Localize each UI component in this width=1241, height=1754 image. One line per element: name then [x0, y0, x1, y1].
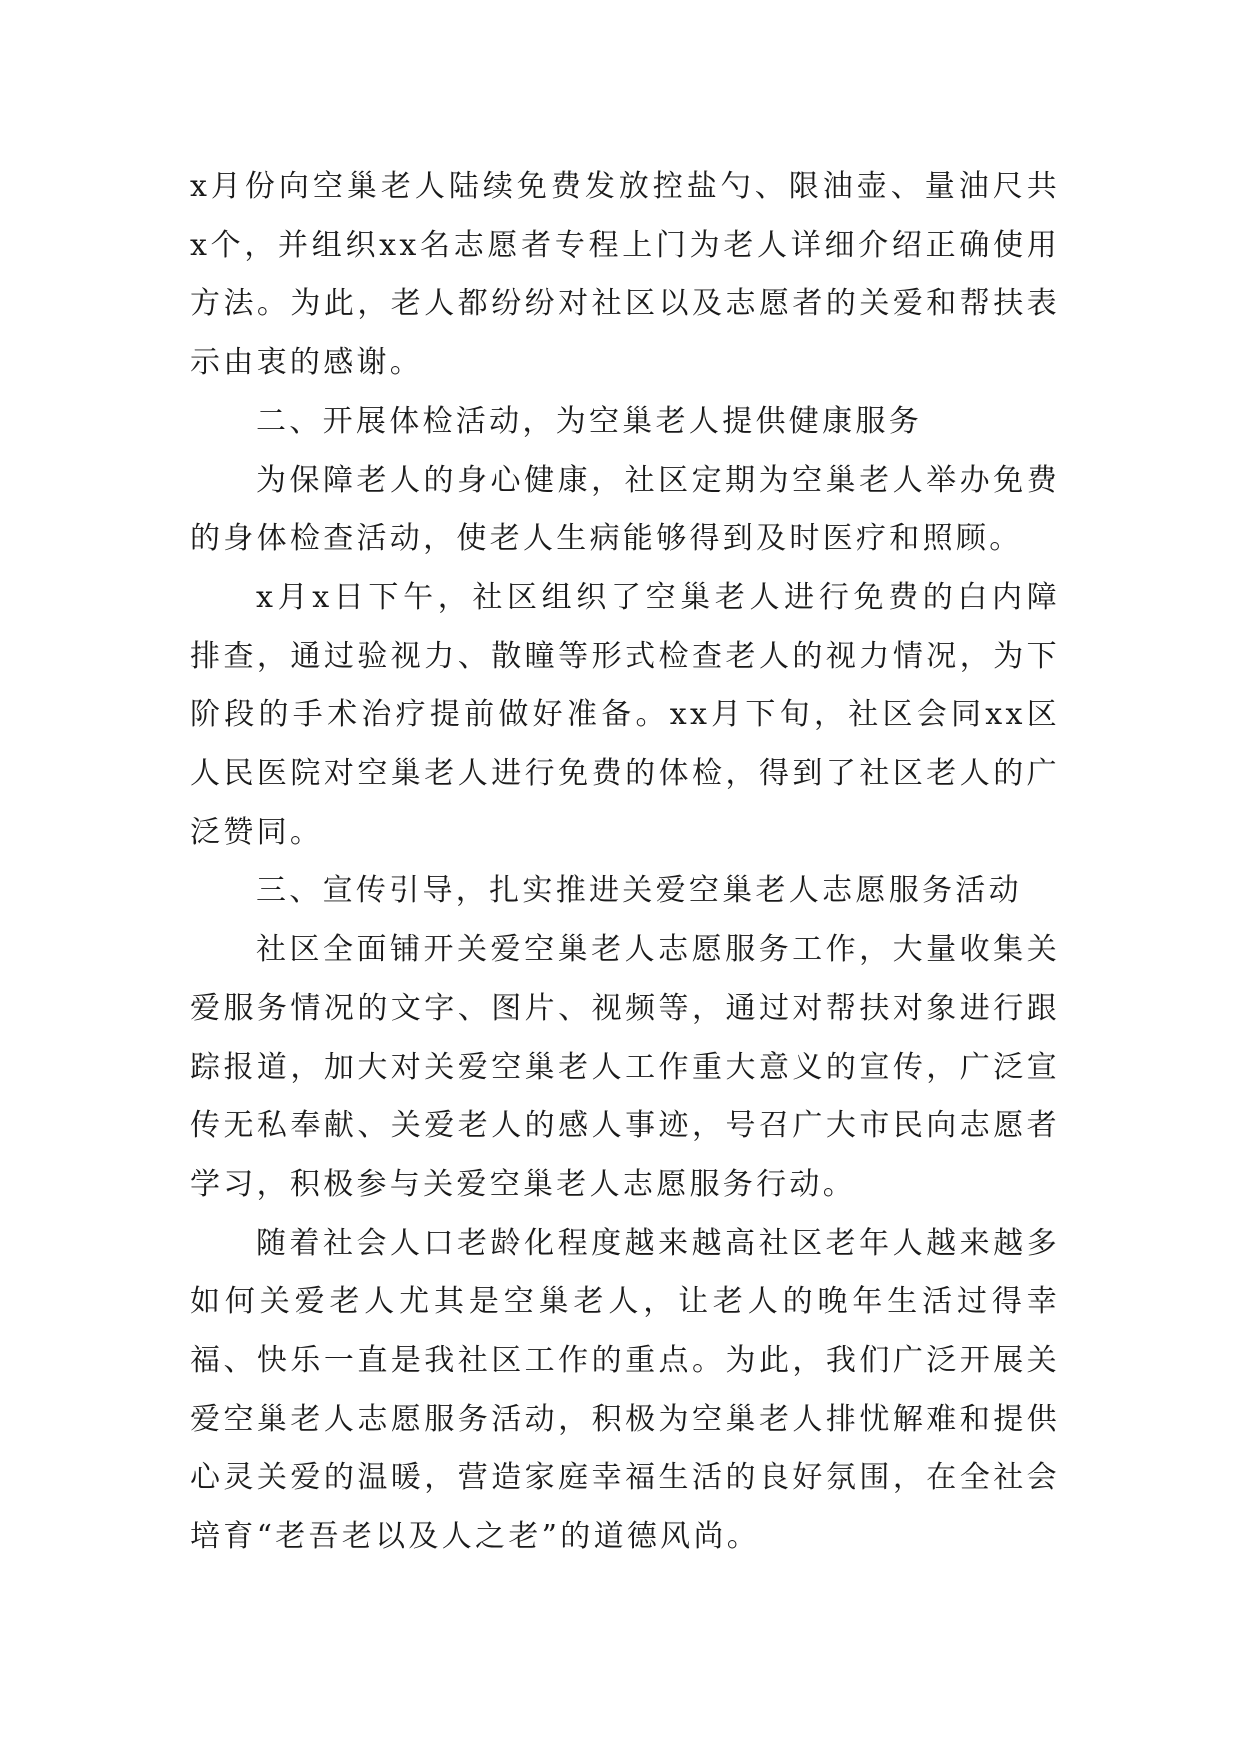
section-heading-health-checkup: 二、开展体检活动，为空巢老人提供健康服务: [256, 403, 922, 439]
document-body: [190, 158, 1060, 1567]
paragraph-health-intro: 为保障老人的身心健康，社区定期为空巢老人举办免费的身体检查活动，使老人生病能够得到及时医疗和照顾。: [190, 462, 1060, 557]
section-heading-publicity: 三、宣传引导，扎实推进关爱空巢老人志愿服务活动: [256, 873, 1022, 909]
paragraph-cataract-screening: x月x日下午，社区组织了空巢老人进行免费的白内障排查，通过验视力、散瞳等形式检查老人的视力情况，为下阶段的手术治疗提前做好准备。xx月下旬，社区会同xx区人民医院对空巢老人进行免费的体检，得到了社区老人的广泛赞同。: [190, 579, 1060, 850]
paragraph-conclusion: 随着社会人口老龄化程度越来越高社区老年人越来越多如何关爱老人尤其是空巢老人，让老人的晚年生活过得幸福、快乐一直是我社区工作的重点。为此，我们广泛开展关爱空巢老人志愿服务活动，积极为空巢老人排忧解难和提供心灵关爱的温暖，营造家庭幸福生活的良好氛围，在全社会培育“老吾老以及人之老”的道德风尚。: [190, 1225, 1060, 1555]
paragraph-volunteer-service: 社区全面铺开关爱空巢老人志愿服务工作，大量收集关爱服务情况的文字、图片、视频等，通过对帮扶对象进行跟踪报道，加大对关爱空巢老人工作重大意义的宣传，广泛宣传无私奉献、关爱老人的感人事迹，号召广大市民向志愿者学习，积极参与关爱空巢老人志愿服务行动。: [190, 932, 1060, 1202]
paragraph-continuation: x月份向空巢老人陆续免费发放控盐勺、限油壶、量油尺共x个，并组织xx名志愿者专程上门为老人详细介绍正确使用方法。为此，老人都纷纷对社区以及志愿者的关爱和帮扶表示由衷的感谢。: [190, 169, 1060, 381]
